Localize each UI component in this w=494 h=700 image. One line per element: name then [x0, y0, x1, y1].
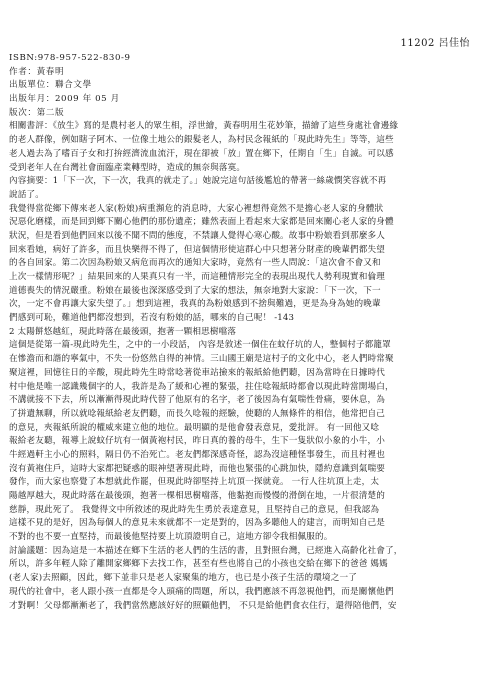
text-line: 沒有黃袍住戶，這時大家都把疑惑的眼神望著現此時，而他也緊張的心跳加快，隱約意識到氣喘要 [9, 463, 385, 474]
text-line: 才對啊！父母都漸漸老了，我們當然應該好好的照顧他們， 不只是給他們食衣住行，還得陪他們，安 [9, 600, 397, 611]
text-line: 的意見，夾報紙所說的權威來建立他的地位。最明顯的是他會發表意見，愛批評。 有一回他又唸 [9, 422, 380, 433]
text-line: 聚這裡，回憶往日的辛酸，現此時先生時常唸著從車站撿來的報紙給他們聽，因為當時在日據時代 [9, 367, 385, 378]
text-line: 了拼遺無聊，所以就唸報紙給老友們聽，而長久唸報的經驗，使聽的人無條件的相信，他常把自己 [9, 408, 385, 419]
document-body [9, 52, 470, 613]
text-line: 不講就接不下去，所以漸漸得現此時代替了他原有的名字，老了後因為有氣喘性骨痛，要休息，為 [9, 395, 385, 406]
text-line: 我覺得當從鄉下傳來老人家(粉娘)病重瀕危的消息時，大家心裡想得竟然不是擔心老人家的身體狀 [9, 203, 384, 214]
text-line: 出版單位：聯合文學 [9, 80, 92, 91]
text-line: 這樣不見的是好，因為每個人的意見未來就都不一定是對的，因為多聽他人的建言，而明知自己是 [9, 518, 385, 529]
text-line: 這個是從第一篇-現此時先生，之中的一小段話， 內容是敘述一個住在蚊仔坑的人，整個村子都籠罩 [9, 340, 391, 351]
text-line: 說話了。 [9, 189, 44, 200]
text-line: 版次：第二版 [9, 107, 65, 118]
text-line: 次，一定不會再讓大家失望了。」想到這裡，我真的為粉娘感到不捨與難過，更是為身為她的晚輩 [9, 299, 381, 310]
text-line: 牛經過軒主小心的照料，隔日仍不治死亡。老友們都深感奇怪，認為沒這種怪事發生，而且村裡也 [9, 449, 385, 460]
text-line: 回來看她，病好了許多，而且快樂得不得了，但這個情形使這群心中只想著分財產的晚輩們都失望 [9, 244, 385, 255]
text-line: 不對的也不要一直堅持，而最後他堅持要上坑頂證明自己，這地方卻令我相佩服的。 [9, 532, 333, 543]
student-id: 11202 呂佳怡 [400, 38, 470, 49]
text-line: (老人家)去照顧，因此，鄉下並非只是老人家聚集的地方，也已是小孩子生活的環境之一了 [9, 573, 358, 584]
text-line: 們感到可恥，難道他們都沒想到，若沒有粉娘的話，哪來的自己呢！ -143 [9, 313, 295, 324]
text-line: 狀況，但是看到他們回來以後不聞不問的態度，不禁讓人覺得心寒心酸。故事中粉娘看到那麼多人 [9, 230, 385, 241]
text-line: 出版年月：2009 年 05 月 [9, 94, 120, 105]
text-line: 發作，而大家也察覺了本想就此作罷，但現此時卻堅持上坑頂一探就竟。 一行人往坑頂上走，太 [9, 477, 380, 488]
text-line: 村中他是唯一認識幾個字的人，我許是為了緩和心裡的緊張，拄住唸報紙時都會以現此時當開場白， [9, 381, 394, 392]
text-line: 的老人群像，例如瞎子阿木、一位像土地公的銀髮老人，為村民念報紙的「現此時先生」等等，這些 [9, 135, 394, 146]
text-line: 報給老友聽，報導上說蚊仔坑有一個黃袍村民，昨日真的養的母牛，生下一隻狀似小象的小牛，小 [9, 436, 385, 447]
text-line: 2 太陽餅悠越紅，現此時落在最後頭，抱著一顆相思樹噹落 [9, 326, 237, 337]
text-line: 作者：黃春明 [9, 66, 65, 77]
text-line: 所以，許多年輕人除了離開家鄉鄉下去找工作，甚至有些也將自己的小孩也交給在鄉下的爸爸 媽媽 [9, 559, 388, 570]
text-line: 道德喪失的情況嚴重。粉娘在最後也深深感受到了大家的想法，無奈地對大家說：「下一次，下一 [9, 285, 381, 296]
text-line: 現代的社會中，老人跟小孩一直都是令人頭痛的問題，所以，我們應該不再忽視他們，而是關懷他們 [9, 586, 394, 597]
text-line: 況惡化磨樣，而是回到鄉下關心他們的那份遺產；雖然表面上看起來大家都是回來關心老人家的身體 [9, 217, 394, 228]
text-line: 老人過去為了嗜百子女和打拚經濟流血流汗，現在卻被「放」置在鄉下，任期自「生」自滅。可以感 [9, 148, 394, 159]
text-line: 內容摘要：1「下一次，下一次，我真的就走了。」她說完這句話後尷尬的帶著一絲歲憫笑容就不再 [9, 176, 387, 187]
text-line: ISBN:978-957-522-830-9 [9, 53, 131, 63]
text-line: 的各自回家。第二次因為粉娘又病危而再次的通知大家時，竟然有一些人問說：「這次會不會又和 [9, 258, 381, 269]
text-line: 上次一樣情形呢？」結果回來的人果真只有一半，而這種情形完全的表現出現代人勢利現實和倫理 [9, 272, 385, 282]
text-line: 受到老年人在台灣社會面臨產業轉型時，造成的無奈與落寞。 [9, 162, 246, 173]
text-line: 討論議題：因為這是一本描述在鄉下生活的老人們的生活的書，且對照台灣，已經進入高齡化社會了， [9, 545, 403, 556]
text-line: 陽越厚越大，現此時落在最後頭，抱著一棵相思樹噹落，他黏抱而慢慢的滑倒在地，一片很清楚的 [9, 491, 385, 501]
text-line: 慈靜，現此死了。 我覺得文中所敘述的現此時先生勇於表達意見，且堅持自己的意見，但我認為 [9, 504, 380, 515]
text-line: 相關書評：《放生》寫的是農村老人的眾生相，浮世繪，黃春明用生花妙筆，描繪了這些身處社會邊緣 [9, 121, 399, 132]
text-line: 在慘澹而和諧的寧氣中，不失一份悠然自得的神情。三山國王廟是這村子的文化中心，老人們時常聚 [9, 354, 394, 365]
